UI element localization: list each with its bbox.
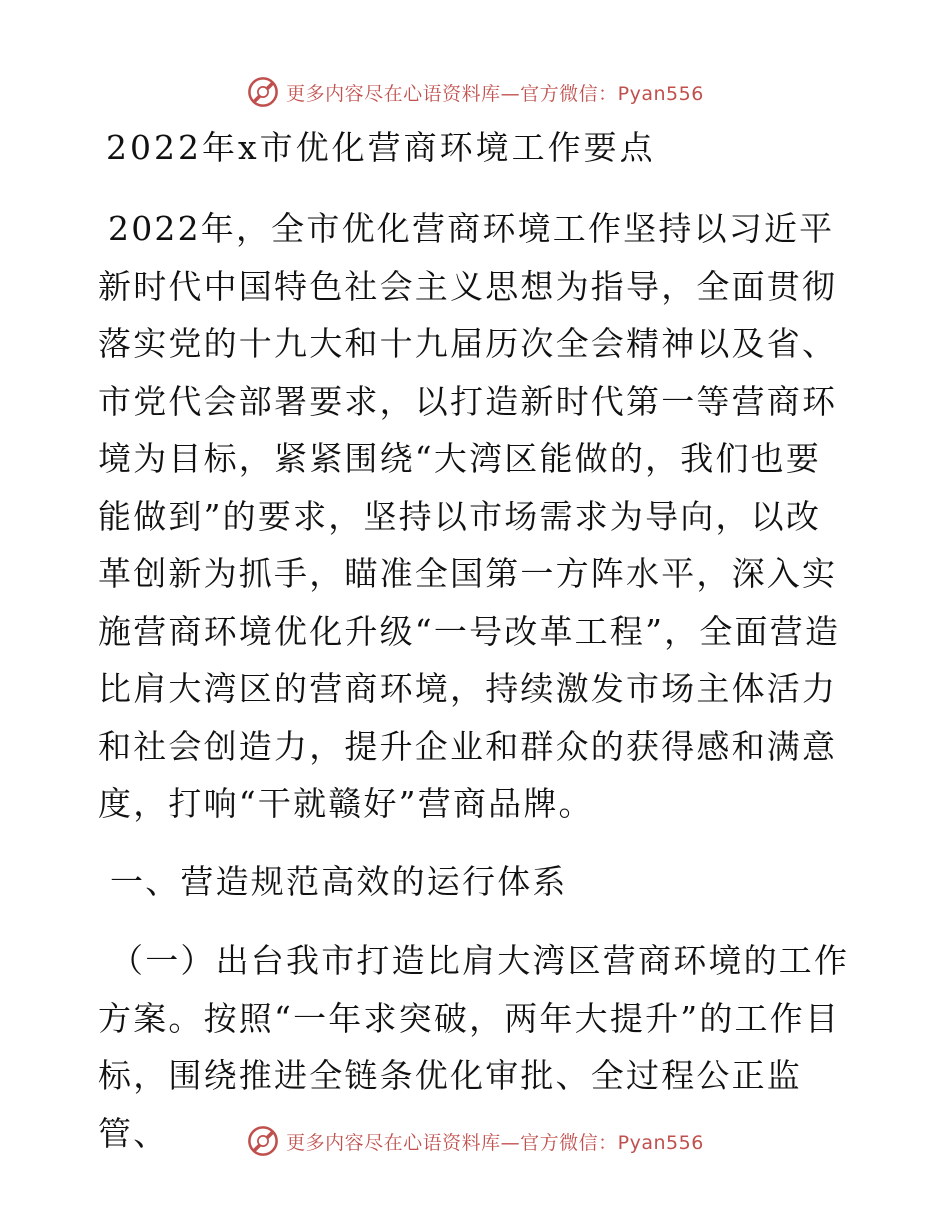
document-title: 2022年x市优化营商环境工作要点: [106, 128, 656, 167]
subsection-paragraph: （一）出台我市打造比肩大湾区营商环境的工作方案。按照“一年求突破，两年大提升”的工作目标，围绕推进全链条优化审批、全过程公正监管、: [98, 941, 850, 1153]
watermark-text: 更多内容尽在心语资料库—官方微信：Pyan556: [286, 1131, 704, 1154]
quill-seal-icon: [246, 1124, 280, 1158]
intro-paragraph: 2022年，全市优化营商环境工作坚持以习近平新时代中国特色社会主义思想为指导，全面贯彻落实党的十九大和十九届历次全会精神以及省、市党代会部署要求，以打造新时代第一等营商环境为目标，紧紧围绕“大湾区能做的，我们也要能做到”的要求，坚持以市场需求为导向，以改革创新为抓手，瞄准全国第一方阵水平，深入实施营商环境优化升级“一号改革工程”，全面营造比肩大湾区的营商环境，持续激发市场主体活力和社会创造力，提升企业和群众的获得感和满意度，打响“干就赣好”营商品牌。: [98, 209, 841, 823]
quill-seal-icon: [246, 75, 280, 109]
document-body: [98, 122, 850, 1162]
watermark-text: 更多内容尽在心语资料库—官方微信：Pyan556: [286, 82, 704, 105]
section-heading: 一、营造规范高效的运行体系: [110, 861, 568, 901]
watermark-header: [0, 72, 950, 112]
watermark-footer: [0, 1121, 950, 1161]
